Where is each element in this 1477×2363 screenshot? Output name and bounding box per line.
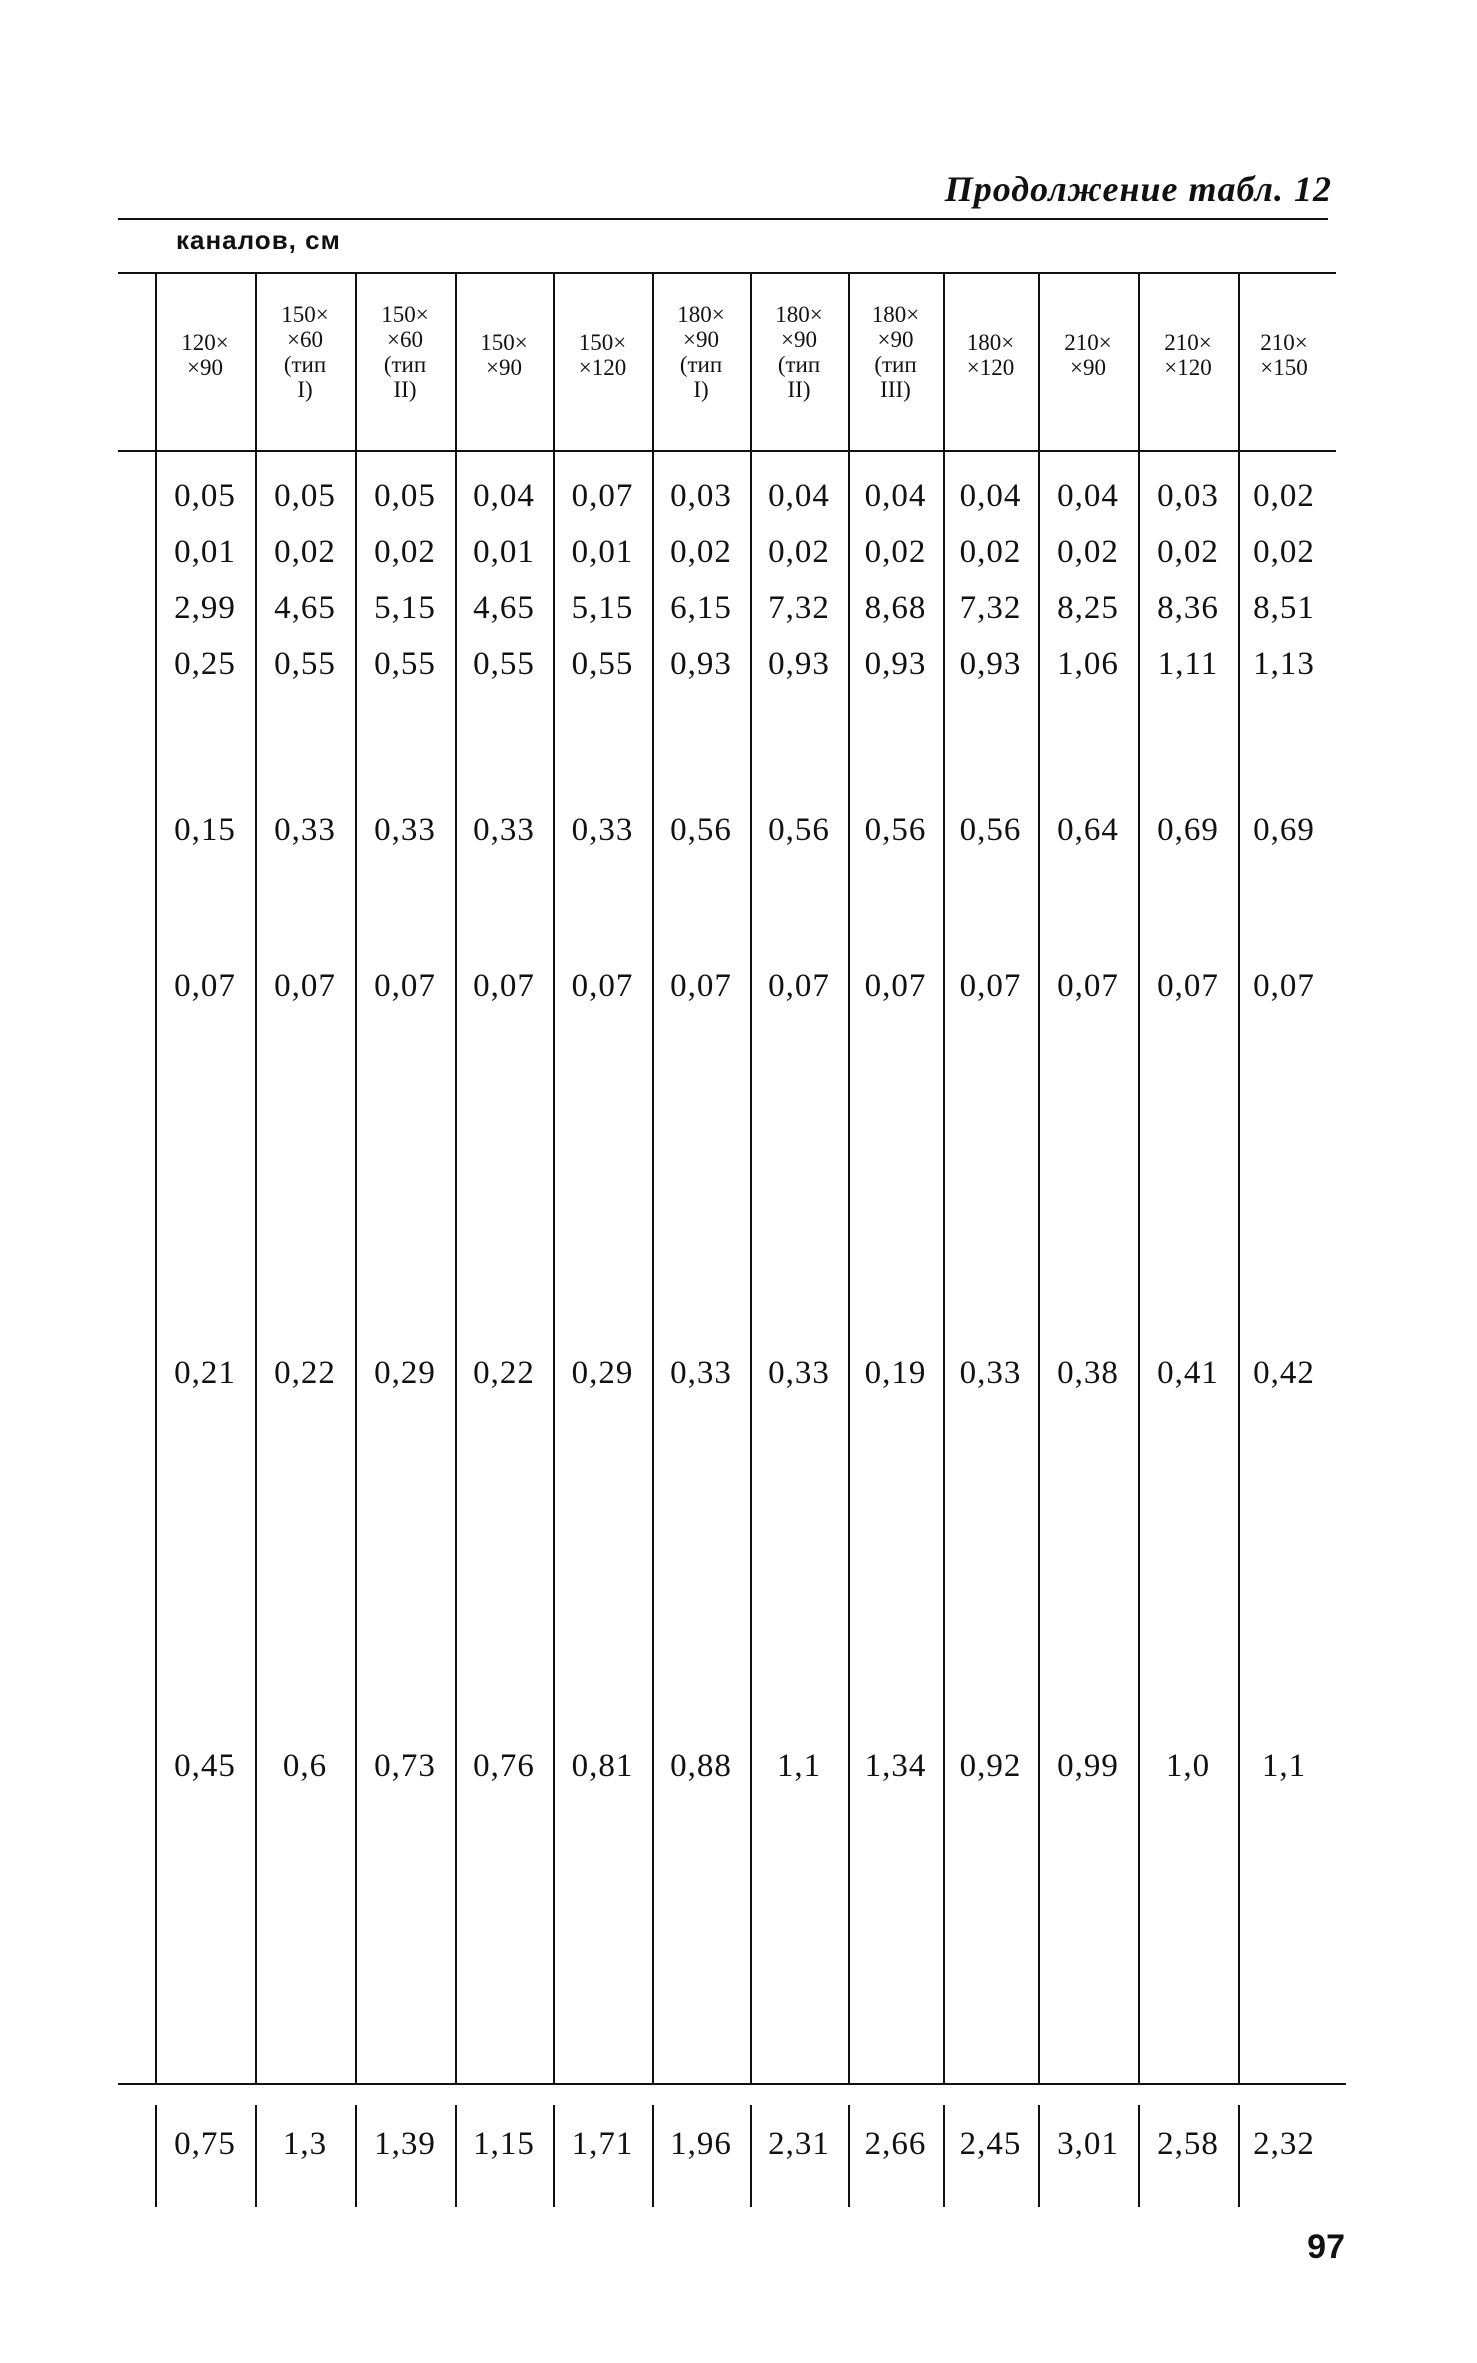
table-cell: 1,1 [1261, 1748, 1307, 1784]
table-cell: 0,01 [571, 534, 634, 570]
table-cell: 7,32 [959, 590, 1022, 626]
table-cell: 0,33 [571, 812, 634, 848]
table-cell: 0,07 [1057, 968, 1119, 1004]
table-cell: 0,07 [571, 478, 634, 514]
top-rule [118, 218, 1328, 220]
total-cell: 2,32 [1253, 2126, 1315, 2162]
table-cell: 0,02 [768, 534, 830, 570]
table-cell: 8,51 [1253, 590, 1315, 626]
table-cell: 0,56 [864, 812, 927, 848]
header-top-rule [118, 272, 1336, 274]
table-cell: 5,15 [374, 590, 436, 626]
table-cell: 0,07 [374, 968, 436, 1004]
column-header: 210× ×150 [1260, 330, 1308, 380]
table-cell: 0,93 [768, 646, 830, 682]
column-header: 210× ×90 [1064, 330, 1112, 380]
table-cell: 0,33 [274, 812, 336, 848]
total-cell: 2,58 [1157, 2126, 1219, 2162]
table-cell: 0,04 [959, 478, 1022, 514]
column-header: 150× ×90 [480, 330, 528, 380]
total-cell: 1,15 [473, 2126, 535, 2162]
table-cell: 0,33 [768, 1355, 830, 1391]
table-cell: 0,07 [1253, 968, 1315, 1004]
table-cell: 1,0 [1165, 1748, 1211, 1784]
header-bottom-rule [118, 450, 1336, 452]
table-cell: 0,55 [374, 646, 436, 682]
table-cell: 0,99 [1057, 1748, 1119, 1784]
table-cell: 0,93 [864, 646, 927, 682]
table-cell: 7,32 [768, 590, 830, 626]
column-header: 180× ×120 [966, 330, 1015, 380]
table-cell: 0,42 [1253, 1355, 1315, 1391]
table-cell: 0,04 [473, 478, 535, 514]
table-cell: 0,69 [1157, 812, 1219, 848]
table-cell: 0,05 [374, 478, 436, 514]
table-caption: Продолжение табл. 12 [944, 169, 1332, 209]
total-cell: 2,31 [768, 2126, 830, 2162]
table-cell: 0,88 [670, 1748, 732, 1784]
table-cell: 0,56 [768, 812, 830, 848]
table-cell: 1,1 [776, 1748, 822, 1784]
table-cell: 0,55 [274, 646, 336, 682]
table-cell: 0,04 [768, 478, 830, 514]
table-cell: 0,56 [959, 812, 1022, 848]
table-cell: 0,64 [1057, 812, 1119, 848]
table-cell: 0,05 [174, 478, 236, 514]
table-cell: 0,03 [670, 478, 732, 514]
table-cell: 1,34 [864, 1748, 927, 1784]
total-cell: 2,45 [959, 2126, 1022, 2162]
table-cell: 0,45 [174, 1748, 236, 1784]
column-header: 180× ×90 (тип I) [677, 302, 725, 402]
total-cell: 1,96 [670, 2126, 732, 2162]
total-cell: 1,3 [282, 2126, 328, 2162]
total-cell: 1,71 [571, 2126, 634, 2162]
table-cell: 0,07 [959, 968, 1022, 1004]
table-subheader: каналов, см [176, 225, 341, 255]
table-cell: 1,11 [1157, 646, 1219, 682]
table-cell: 0,07 [473, 968, 535, 1004]
table-cell: 0,02 [1057, 534, 1119, 570]
total-cell: 3,01 [1057, 2126, 1119, 2162]
table-cell: 0,07 [864, 968, 927, 1004]
table-cell: 0,56 [670, 812, 732, 848]
column-header: 210× ×120 [1164, 330, 1212, 380]
table-cell: 0,76 [473, 1748, 535, 1784]
table-cell: 0,07 [768, 968, 830, 1004]
total-cell: 0,75 [174, 2126, 236, 2162]
table-cell: 0,02 [1157, 534, 1219, 570]
table-cell: 0,69 [1253, 812, 1315, 848]
table-cell: 0,21 [174, 1355, 236, 1391]
table-cell: 0,02 [1253, 478, 1315, 514]
column-header: 150× ×60 (тип II) [381, 302, 429, 402]
total-cell: 2,66 [864, 2126, 927, 2162]
table-cell: 0,15 [174, 812, 236, 848]
table-cell: 0,33 [670, 1355, 732, 1391]
table-cell: 4,65 [473, 590, 535, 626]
table-cell: 2,99 [174, 590, 236, 626]
totals-rule [118, 2083, 1346, 2085]
table-cell: 0,41 [1157, 1355, 1219, 1391]
table-cell: 5,15 [571, 590, 634, 626]
column-header: 180× ×90 (тип II) [775, 302, 823, 402]
table-cell: 0,81 [571, 1748, 634, 1784]
table-cell: 0,05 [274, 478, 336, 514]
table-cell: 8,36 [1157, 590, 1219, 626]
table-cell: 0,02 [374, 534, 436, 570]
table-cell: 6,15 [670, 590, 732, 626]
table-cell: 0,01 [174, 534, 236, 570]
table-cell: 0,02 [274, 534, 336, 570]
table-cell: 0,6 [282, 1748, 328, 1784]
table-cell: 0,07 [670, 968, 732, 1004]
table-cell: 0,02 [1253, 534, 1315, 570]
table-cell: 0,02 [959, 534, 1022, 570]
table-cell: 1,13 [1253, 646, 1315, 682]
table-cell: 0,07 [274, 968, 336, 1004]
table-cell: 0,07 [571, 968, 634, 1004]
table-cell: 0,04 [864, 478, 927, 514]
table-cell: 8,68 [864, 590, 927, 626]
table-cell: 0,04 [1057, 478, 1119, 514]
table-cell: 0,33 [374, 812, 436, 848]
table-cell: 0,22 [473, 1355, 535, 1391]
table-cell: 0,22 [274, 1355, 336, 1391]
table-cell: 0,55 [571, 646, 634, 682]
table-cell: 0,19 [864, 1355, 927, 1391]
column-header: 120× ×90 [181, 330, 229, 380]
table-cell: 0,38 [1057, 1355, 1119, 1391]
table-cell: 1,06 [1057, 646, 1119, 682]
table-cell: 0,01 [473, 534, 535, 570]
table-cell: 0,33 [959, 1355, 1022, 1391]
table-cell: 0,29 [571, 1355, 634, 1391]
table-cell: 8,25 [1057, 590, 1119, 626]
table-cell: 0,02 [864, 534, 927, 570]
table-cell: 0,07 [174, 968, 236, 1004]
table-cell: 0,55 [473, 646, 535, 682]
total-cell: 1,39 [374, 2126, 436, 2162]
table-cell: 0,33 [473, 812, 535, 848]
column-header: 150× ×60 (тип I) [281, 302, 329, 402]
table-cell: 0,07 [1157, 968, 1219, 1004]
table-cell: 0,93 [959, 646, 1022, 682]
table-cell: 0,29 [374, 1355, 436, 1391]
column-header: 150× ×120 [578, 330, 627, 380]
table-cell: 4,65 [274, 590, 336, 626]
table-cell: 0,93 [670, 646, 732, 682]
column-header: 180× ×90 (тип III) [871, 302, 920, 402]
table-cell: 0,03 [1157, 478, 1219, 514]
page-number: 97 [1307, 2228, 1345, 2266]
table-cell: 0,73 [374, 1748, 436, 1784]
table-cell: 0,02 [670, 534, 732, 570]
table-cell: 0,25 [174, 646, 236, 682]
table-cell: 0,92 [959, 1748, 1022, 1784]
